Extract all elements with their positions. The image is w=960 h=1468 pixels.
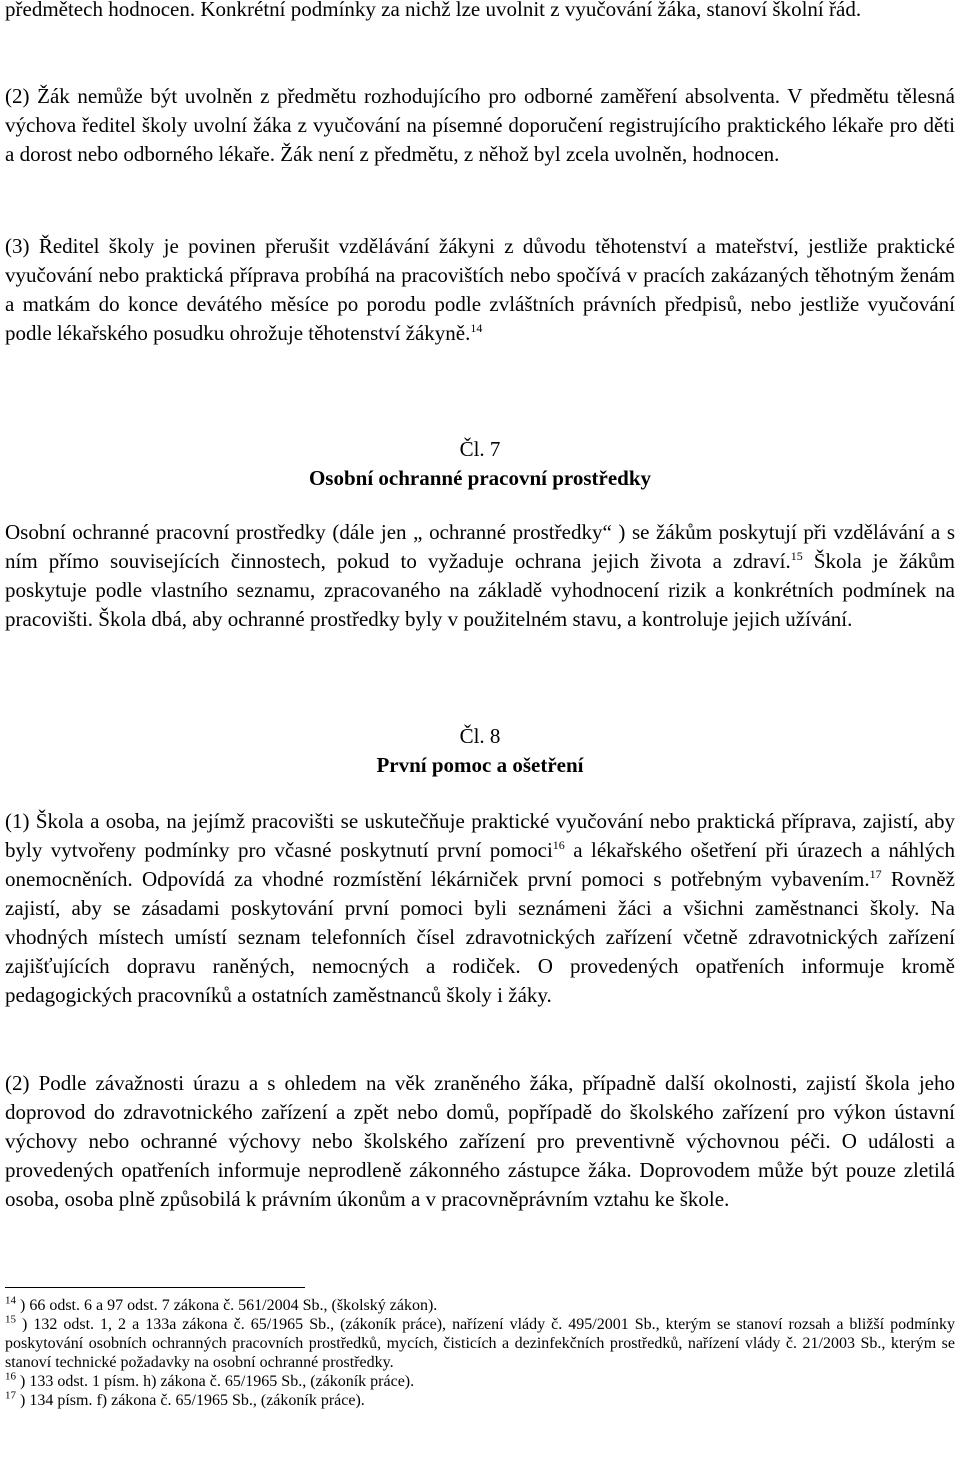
footnote-ref-15: 15 — [790, 549, 803, 563]
article-7-number: Čl. 7 — [459, 437, 501, 461]
footnote-ref-16: 16 — [552, 838, 565, 852]
article-8-paragraph-1 — [5, 807, 955, 1010]
article-7-paragraph — [5, 518, 955, 634]
article-8-number: Čl. 8 — [459, 724, 501, 748]
article-8-p1-text-b: a lékařského ošetření při úrazech a náhlých onemocněních. Odpovídá za vhodné rozmístění lékárniček první pomoci s potřebným vybavením. — [5, 838, 955, 891]
footnote-separator — [5, 1287, 305, 1288]
footnote-17 — [5, 1391, 955, 1410]
article-8-p1-text-a: (1) Škola a osoba, na jejímž pracovišti se uskutečňuje praktické vyučování nebo praktická příprava, zajistí, aby byly vytvořeny podmínky pro včasné poskytnutí první pomoci — [5, 809, 955, 862]
footnote-text: ) 132 odst. 1, 2 a 133a zákona č. 65/1965 Sb., (zákoník práce), nařízení vlády č. 495/2001 Sb., kterým se stanoví rozsah a bližší podmínky poskytování osobních ochranných pracovních prostředků, mycích, čisticích a dezinfekčních prostředků, nařízení vlády č. 21/2003 Sb., kterým se stanoví technické požadavky na osobní ochranné prostředky. — [5, 1316, 955, 1371]
article-8-p1-text-c: Rovněž zajistí, aby se zásadami poskytování první pomoci byli seznámeni žáci a všichni zaměstnanci školy. Na vhodných místech umístí seznam telefonních čísel zdravotnických zařízení včetně zdravotnických zařízení zajišťujících dopravu raněných, nemocných a rodiček. O provedených opatřeních informuje kromě pedagogických pracovníků a ostatních zaměstnanců školy i žáky. — [5, 867, 956, 1007]
footnotes — [5, 1296, 955, 1410]
footnote-number: 17 — [5, 1389, 16, 1402]
footnote-14 — [5, 1296, 955, 1315]
article-7-text-b: Škola je žákům poskytuje podle vlastního seznamu, zpracovaného na základě vyhodnocení rizik a konkrétních podmínek na pracovišti. Škola dbá, aby ochranné prostředky byly v použitelném stavu, a kontroluje jejich užívání. — [5, 549, 955, 631]
paragraph-2: (2) Žák nemůže být uvolněn z předmětu rozhodujícího pro odborné zaměření absolventa. V předmětu tělesná výchova ředitel školy uvolní žáka z vyučování na písemné doporučení registrujícího praktického lékaře pro děti a dorost nebo odborného lékaře. Žák není z předmětu, z něhož byl zcela uvolněn, hodnocen. — [5, 84, 955, 166]
footnote-number: 15 — [5, 1313, 16, 1326]
footnote-ref-14: 14 — [470, 321, 483, 335]
footnote-16 — [5, 1372, 955, 1391]
paragraph-continued: předmětech hodnocen. Konkrétní podmínky za nichž lze uvolnit z vyučování žáka, stanoví školní řád. — [5, 0, 862, 21]
paragraph-3-text: (3) Ředitel školy je povinen přerušit vzdělávání žákyni z důvodu těhotenství a mateřství, jestliže praktické vyučování nebo praktická příprava probíhá na pracovištích nebo spočívá v pracích zakázaných těhotným ženám a matkám do konce devátého měsíce po porodu podle zvláštních právních předpisů, nebo jestliže vyučování podle lékařského posudku ohrožuje těhotenství žákyně. — [5, 234, 955, 345]
article-7-title: Osobní ochranné pracovní prostředky — [308, 466, 652, 490]
footnote-number: 14 — [5, 1294, 16, 1307]
footnote-text: ) 66 odst. 6 a 97 odst. 7 zákona č. 561/2004 Sb., (školský zákon). — [16, 1297, 438, 1314]
article-8-title: První pomoc a ošetření — [376, 753, 584, 777]
footnote-number: 16 — [5, 1370, 16, 1383]
footnote-text: ) 134 písm. f) zákona č. 65/1965 Sb., (zákoník práce). — [16, 1392, 365, 1409]
footnote-ref-17: 17 — [869, 867, 882, 881]
article-7-text-a: Osobní ochranné pracovní prostředky (dále jen „ ochranné prostředky“ ) se žákům poskytují při vzdělávání a s ním přímo souvisejících činnostech, pokud to vyžaduje ochrana jejich života a zdraví. — [5, 520, 955, 573]
paragraph-3 — [5, 232, 955, 348]
article-8-paragraph-2: (2) Podle závažnosti úrazu a s ohledem na věk zraněného žáka, případně další okolnosti, zajistí škola jeho doprovod do zdravotnického zařízení a zpět nebo domů, popřípadě do školského zařízení pro výkon ústavní výchovy nebo ochranné výchovy nebo školského zařízení pro preventivně výchovnou péči. O události a provedených opatřeních informuje neprodleně zákonného zástupce žáka. Doprovodem může být pouze zletilá osoba, osoba plně způsobilá k právním úkonům a v pracovněprávním vztahu ke škole. — [5, 1071, 955, 1211]
footnote-text: ) 133 odst. 1 písm. h) zákona č. 65/1965 Sb., (zákoník práce). — [16, 1373, 415, 1390]
footnote-15 — [5, 1315, 955, 1372]
